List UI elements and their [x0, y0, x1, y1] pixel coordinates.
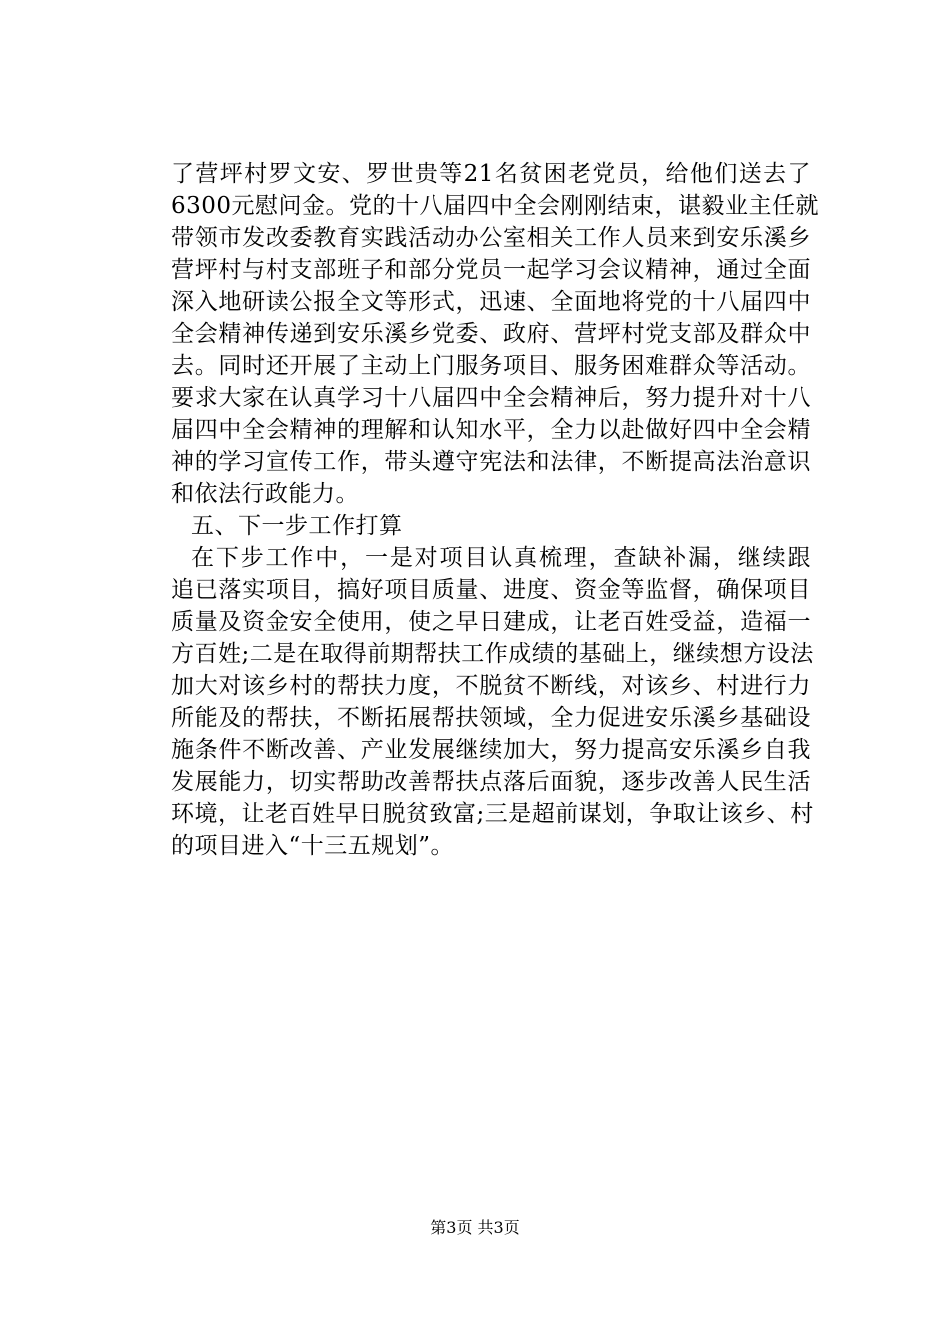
section-heading: 五、下一步工作打算	[191, 513, 403, 539]
text-line: 了营坪村罗文安、罗世贵等21名贫困老党员，给他们送去了	[171, 161, 811, 187]
text-line: 全会精神传递到安乐溪乡党委、政府、营坪村党支部及群众中	[171, 321, 811, 347]
text-line: 去。同时还开展了主动上门服务项目、服务困难群众等活动。	[171, 353, 811, 379]
text-line: 深入地研读公报全文等形式，迅速、全面地将党的十八届四中	[171, 289, 811, 315]
text-line: 神的学习宣传工作，带头遵守宪法和法律，不断提高法治意识	[171, 449, 811, 475]
text-line: 在下步工作中，一是对项目认真梳理，查缺补漏，继续跟	[191, 545, 811, 571]
text-line: 所能及的帮扶，不断拓展帮扶领域，全力促进安乐溪乡基础设	[171, 705, 811, 731]
text-line: 追已落实项目，搞好项目质量、进度、资金等监督，确保项目	[171, 577, 811, 603]
page-footer: 第3页 共3页	[430, 1218, 520, 1237]
body-text	[171, 158, 820, 862]
text-line: 质量及资金安全使用，使之早日建成，让老百姓受益，造福一	[171, 609, 811, 635]
text-line: 环境，让老百姓早日脱贫致富;三是超前谋划，争取让该乡、村	[171, 801, 814, 827]
text-line: 营坪村与村支部班子和部分党员一起学习会议精神，通过全面	[171, 257, 811, 283]
text-line: 和依法行政能力。	[171, 481, 359, 507]
text-line: 要求大家在认真学习十八届四中全会精神后，努力提升对十八	[171, 385, 811, 411]
text-line: 发展能力，切实帮助改善帮扶点落后面貌，逐步改善人民生活	[171, 769, 811, 795]
text-line: 带领市发改委教育实践活动办公室相关工作人员来到安乐溪乡	[171, 225, 811, 251]
text-line: 方百姓;二是在取得前期帮扶工作成绩的基础上，继续想方设法	[171, 641, 814, 667]
text-line: 6300元慰问金。党的十八届四中全会刚刚结束，谌毅业主任就	[171, 193, 820, 219]
text-line: 加大对该乡村的帮扶力度，不脱贫不断线，对该乡、村进行力	[171, 673, 811, 699]
text-line: 施条件不断改善、产业发展继续加大，努力提高安乐溪乡自我	[171, 737, 811, 763]
text-line: 的项目进入“十三五规划”。	[171, 833, 455, 859]
text-line: 届四中全会精神的理解和认知水平，全力以赴做好四中全会精	[171, 417, 811, 443]
